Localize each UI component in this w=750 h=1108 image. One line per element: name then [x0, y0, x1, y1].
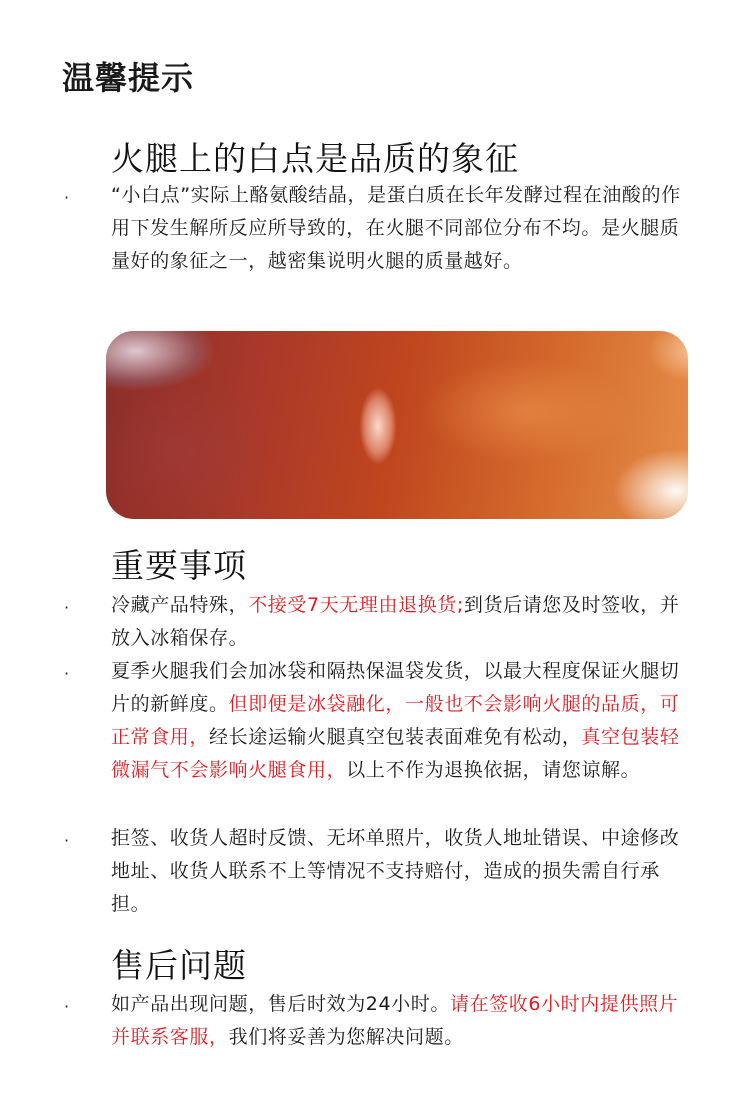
section-heading-after-sales: 售后问题 [111, 946, 247, 985]
highlight-text: 真空包装轻微漏气不会影响火腿食用， [111, 726, 680, 781]
bullet-dot: · [64, 664, 70, 683]
highlight-text: 但即便是冰袋融化，一般也不会影响火腿的品质，可正常食用， [111, 693, 680, 748]
list-item [111, 988, 691, 1054]
bullet-dot: · [64, 831, 70, 850]
body-text: 冷藏产品特殊， [111, 594, 249, 616]
bullet-dot: · [64, 997, 70, 1016]
body-text: 拒签、收货人超时反馈、无坏单照片，收货人地址错误、中途修改地址、收货人联系不上等情况不支持赔付，造成的损失需自行承担。 [111, 827, 680, 915]
body-text: 如产品出现问题，售后时效为24小时。 [111, 993, 450, 1015]
ham-photo [106, 331, 688, 519]
page-title: 温馨提示 [62, 59, 195, 97]
body-text: “小白点”实际上酪氨酸结晶，是蛋白质在长年发酵过程在油酸的作用下发生解所反应所导致的，在火腿不同部位分布不均。是火腿质量好的象征之一，越密集说明火腿的质量越好。 [111, 184, 681, 272]
body-text: 我们将妥善为您解决问题。 [228, 1026, 464, 1048]
body-text: 到货后请您及时签收，并放入冰箱保存。 [111, 594, 680, 649]
highlight-text: 请在签收6小时内提供照片并联系客服， [111, 993, 679, 1048]
section-heading-important: 重要事项 [111, 546, 247, 585]
body-text: 夏季火腿我们会加冰袋和隔热保温袋发货，以最大程度保证火腿切片的新鲜度。 [111, 660, 680, 715]
list-item [111, 822, 691, 921]
highlight-text: 不接受7天无理由退换货; [248, 594, 464, 616]
section-heading-white-spots: 火腿上的白点是品质的象征 [111, 139, 519, 178]
list-item [111, 655, 691, 787]
fat-edge [106, 331, 256, 401]
white-crystal-spot [356, 381, 401, 471]
list-item [111, 589, 691, 655]
body-text: 以上不作为退换依据，请您谅解。 [346, 759, 641, 781]
list-item [111, 179, 691, 278]
body-text: 经长途运输火腿真空包装表面难免有松动， [209, 726, 582, 748]
bullet-dot: · [64, 188, 70, 207]
bullet-dot: · [64, 598, 70, 617]
